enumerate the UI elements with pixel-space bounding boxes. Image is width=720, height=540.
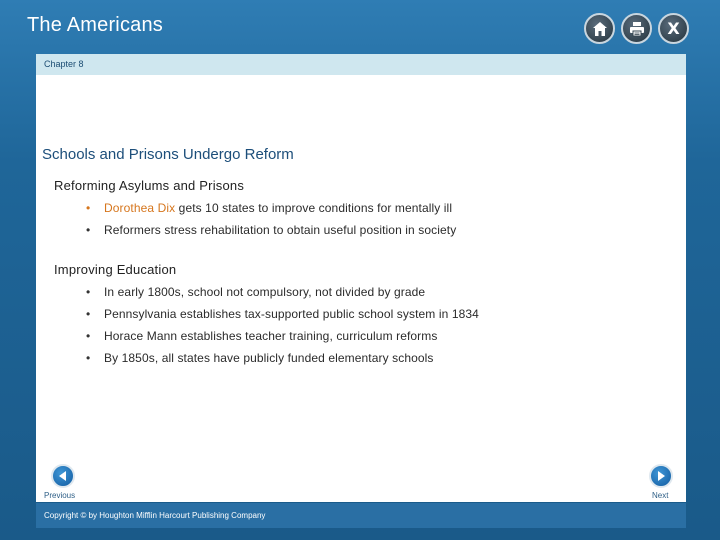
bullet-dot-icon: • (86, 223, 91, 237)
chapter-bar (36, 54, 686, 75)
slide-content (36, 75, 686, 502)
copyright-text: Copyright © by Houghton Mifflin Harcourt Publishing Company (44, 511, 266, 520)
previous-button[interactable] (51, 464, 75, 488)
home-icon (592, 21, 608, 37)
bullet-text: Horace Mann establishes teacher training, curriculum reforms (104, 329, 438, 343)
arrow-left-icon (57, 470, 69, 482)
bullet-dot-icon: • (86, 307, 91, 321)
home-button[interactable] (584, 13, 615, 44)
bullet-text: gets 10 states to improve conditions for mentally ill (175, 201, 453, 215)
slide-title: Schools and Prisons Undergo Reform (42, 146, 294, 163)
printer-icon (629, 21, 645, 37)
bullet-list (86, 281, 479, 369)
list-item (86, 303, 479, 325)
section-heading: Improving Education (54, 262, 177, 277)
footer-bar (36, 503, 686, 528)
next-label[interactable]: Next (652, 491, 669, 500)
bullet-list (86, 197, 457, 241)
bullet-text: In early 1800s, school not compulsory, not divided by grade (104, 285, 426, 299)
list-item (86, 219, 457, 241)
previous-label[interactable]: Previous (44, 491, 76, 500)
highlight-term: Dorothea Dix (104, 201, 176, 215)
list-item (86, 325, 479, 347)
bullet-dot-icon: • (86, 285, 91, 299)
bullet-dot-icon: • (86, 329, 91, 343)
bullet-dot-icon: • (86, 351, 91, 365)
bullet-text: Reformers stress rehabilitation to obtain useful position in society (104, 223, 457, 237)
section-heading: Reforming Asylums and Prisons (54, 178, 245, 193)
print-button[interactable] (621, 13, 652, 44)
list-item (86, 281, 479, 303)
bullet-text: By 1850s, all states have publicly funded elementary schools (104, 351, 434, 365)
next-button[interactable] (649, 464, 673, 488)
toolbar (584, 13, 689, 44)
close-button[interactable] (658, 13, 689, 44)
arrow-right-icon (655, 470, 667, 482)
close-icon: X (667, 19, 680, 38)
bullet-text: Pennsylvania establishes tax-supported public school system in 1834 (104, 307, 479, 321)
bullet-dot-icon: • (86, 201, 91, 215)
app-title: The Americans (27, 14, 163, 36)
list-item (86, 197, 456, 219)
list-item (86, 347, 479, 369)
chapter-label: Chapter 8 (44, 59, 84, 69)
